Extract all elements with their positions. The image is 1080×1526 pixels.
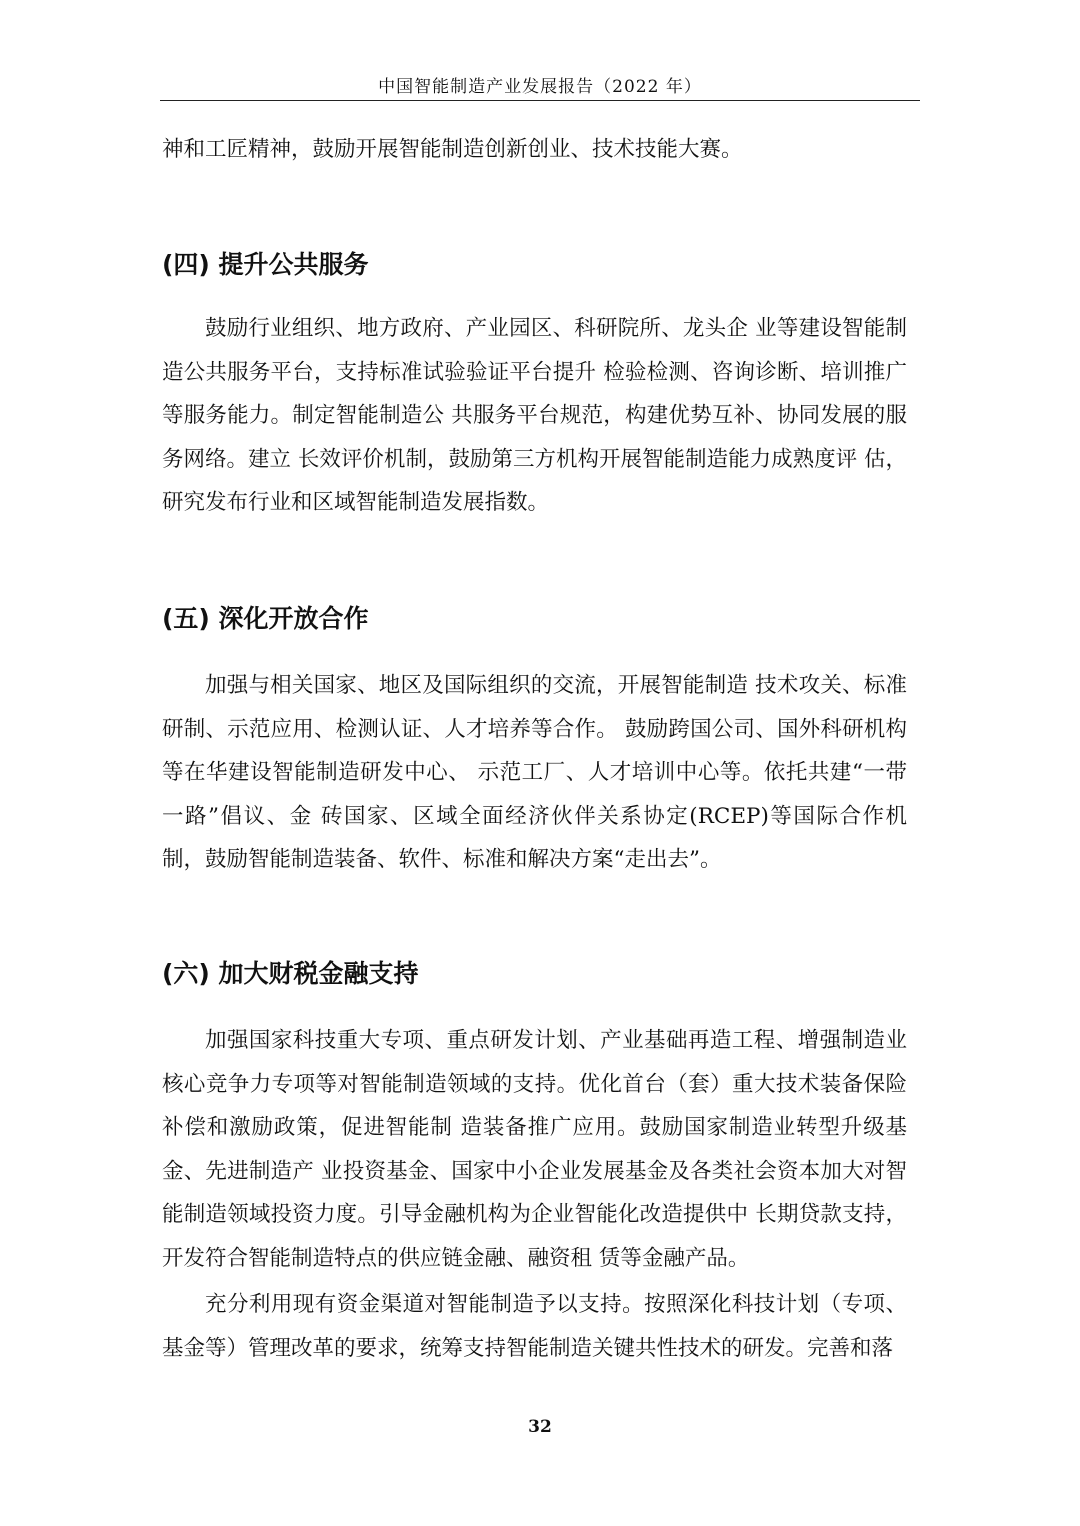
paragraph-open-cooperation: 加强与相关国家、地区及国际组织的交流，开展智能制造 技术攻关、标准研制、示范应用、检测认证、人才培养等合作。 鼓励跨国公司、国外科研机构等在华建设智能制造研发中心、 示范工厂、人才培训中心等。依托共建“一带一路”倡议、金 砖国家、区域全面经济伙伴关系协定(RCEP)等国际合作机 制，鼓励智能制造装备、软件、标准和解决方案“走出去”。 <box>162 673 907 872</box>
paragraph-funding-channels: 充分利用现有资金渠道对智能制造予以支持。按照深化科技计划（专项、基金等）管理改革的要求，统筹支持智能制造关键共性技术的研发。完善和落 <box>162 1292 907 1361</box>
section-heading-fiscal-financial-support: (六) 加大财税金融支持 <box>162 959 419 988</box>
header-rule <box>160 100 920 101</box>
page-number: 32 <box>528 1417 552 1437</box>
paragraph-fiscal-financial-support: 加强国家科技重大专项、重点研发计划、产业基础再造工程、增强制造业核心竞争力专项等对智能制造领域的支持。优化首台（套）重大技术装备保险补偿和激励政策，促进智能制 造装备推广应用。鼓励国家制造业转型升级基金、先进制造产 业投资基金、国家中小企业发展基金及各类社会资本加大对智 能制造领域投资力度。引导金融机构为企业智能化改造提供中 长期贷款支持，开发符合智能制造特点的供应链金融、融资租 赁等金融产品。 <box>162 1028 907 1271</box>
running-header: 中国智能制造产业发展报告（2022 年） <box>378 77 702 97</box>
section-heading-public-services: (四) 提升公共服务 <box>162 250 369 279</box>
continuation-paragraph: 神和工匠精神，鼓励开展智能制造创新创业、技术技能大赛。 <box>162 137 743 162</box>
paragraph-public-services: 鼓励行业组织、地方政府、产业园区、科研院所、龙头企 业等建设智能制造公共服务平台，支持标准试验验证平台提升 检验检测、咨询诊断、培训推广等服务能力。制定智能制造公 共服务平台规范，构建优势互补、协同发展的服务网络。建立 长效评价机制，鼓励第三方机构开展智能制造能力成熟度评 估，研究发布行业和区域智能制造发展指数。 <box>162 316 907 515</box>
section-heading-open-cooperation: (五) 深化开放合作 <box>162 604 369 633</box>
